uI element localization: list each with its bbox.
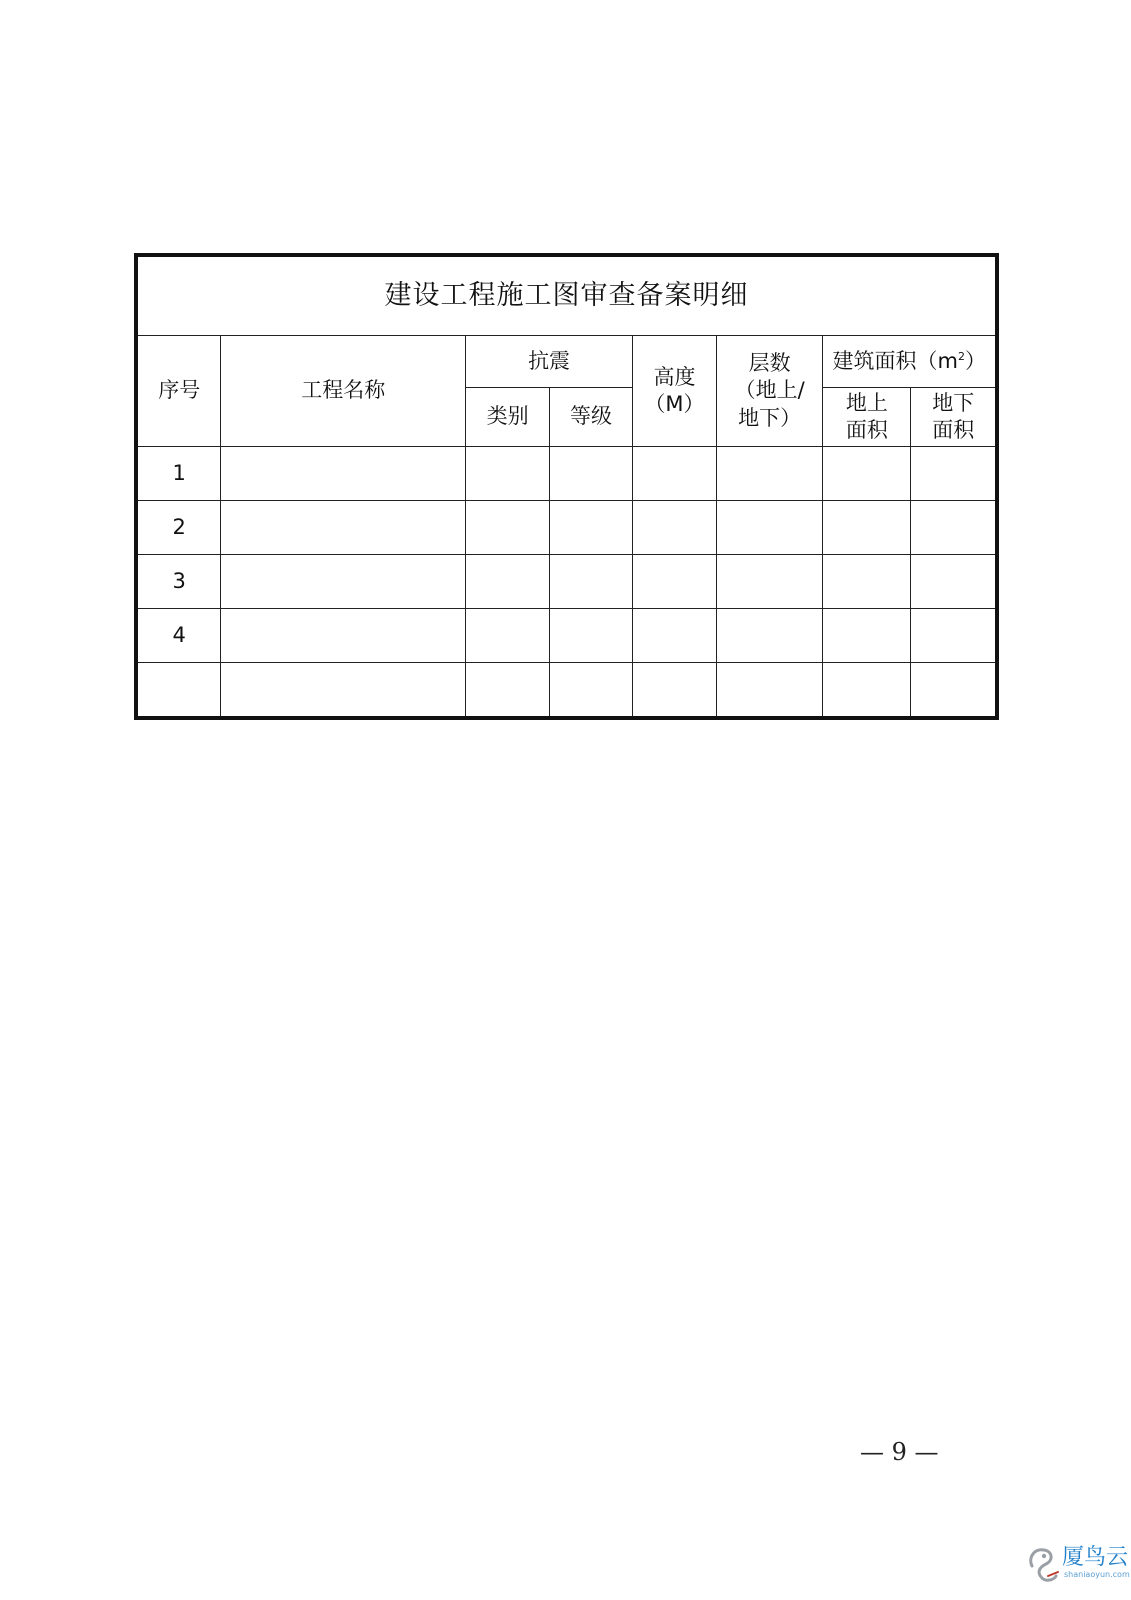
cell-floors — [716, 501, 822, 555]
filing-detail-table — [134, 253, 999, 720]
cell-seismic-category — [466, 663, 550, 719]
table-row — [136, 663, 997, 719]
header-area-close: ） — [964, 348, 986, 373]
cell-below-area — [911, 501, 997, 555]
header-area-label: 建筑面积（m — [832, 348, 958, 373]
cell-seismic-grade — [550, 447, 633, 501]
header-project-name: 工程名称 — [221, 336, 466, 447]
header-below-area-line2: 面积 — [932, 418, 975, 442]
cell-project-name — [221, 663, 466, 719]
cell-seismic-category — [466, 447, 550, 501]
header-height — [633, 336, 717, 447]
header-height-unit: （M） — [644, 392, 705, 416]
cell-seismic-grade — [550, 609, 633, 663]
header-seismic: 抗震 — [466, 336, 633, 388]
row-seq: 3 — [136, 555, 221, 609]
watermark-name: 厦鸟云 — [1062, 1545, 1129, 1570]
cell-project-name — [221, 447, 466, 501]
cell-height — [633, 609, 717, 663]
cell-below-area — [911, 555, 997, 609]
table-row — [136, 555, 997, 609]
row-seq: 2 — [136, 501, 221, 555]
header-area — [823, 336, 997, 388]
cell-floors — [716, 447, 822, 501]
cell-seismic-category — [466, 609, 550, 663]
row-seq: 4 — [136, 609, 221, 663]
cell-above-area — [823, 447, 911, 501]
header-below-area-line1: 地下 — [932, 390, 975, 415]
cell-height — [633, 555, 717, 609]
header-seismic-grade: 等级 — [550, 388, 633, 447]
table-row — [136, 447, 997, 501]
cell-below-area — [911, 663, 997, 719]
cell-above-area — [823, 609, 911, 663]
watermark-logo — [1024, 1536, 1130, 1588]
header-floors-sub2: 地下） — [738, 405, 802, 430]
table-title: 建设工程施工图审查备案明细 — [136, 255, 997, 336]
cell-floors — [716, 609, 822, 663]
cell-seismic-grade — [550, 555, 633, 609]
header-above-area — [823, 388, 911, 447]
row-seq — [136, 663, 221, 719]
cell-seismic-grade — [550, 663, 633, 719]
cell-height — [633, 501, 717, 555]
header-above-area-line2: 面积 — [845, 418, 888, 442]
watermark-domain: shaniaoyun.com — [1064, 1570, 1130, 1579]
header-floors — [716, 336, 822, 447]
cell-above-area — [823, 663, 911, 719]
cell-above-area — [823, 501, 911, 555]
header-seq: 序号 — [136, 336, 221, 447]
header-below-area — [911, 388, 997, 447]
header-floors-label: 层数 — [748, 351, 791, 376]
cell-seismic-grade — [550, 501, 633, 555]
cell-seismic-category — [466, 555, 550, 609]
header-area-sup: 2 — [957, 349, 965, 363]
cell-height — [633, 663, 717, 719]
cell-project-name — [221, 555, 466, 609]
header-seismic-category: 类别 — [466, 388, 550, 447]
cell-project-name — [221, 501, 466, 555]
cell-floors — [716, 555, 822, 609]
cell-above-area — [823, 555, 911, 609]
table-row — [136, 501, 997, 555]
page-number: — 9 — — [860, 1438, 939, 1466]
cell-below-area — [911, 447, 997, 501]
header-floors-sub1: （地上/ — [734, 378, 805, 403]
cell-seismic-category — [466, 501, 550, 555]
cell-project-name — [221, 609, 466, 663]
cell-height — [633, 447, 717, 501]
bird-icon — [1024, 1536, 1064, 1588]
cell-floors — [716, 663, 822, 719]
header-height-label: 高度 — [653, 364, 696, 389]
cell-below-area — [911, 609, 997, 663]
row-seq: 1 — [136, 447, 221, 501]
table-row — [136, 609, 997, 663]
header-above-area-line1: 地上 — [845, 390, 888, 415]
